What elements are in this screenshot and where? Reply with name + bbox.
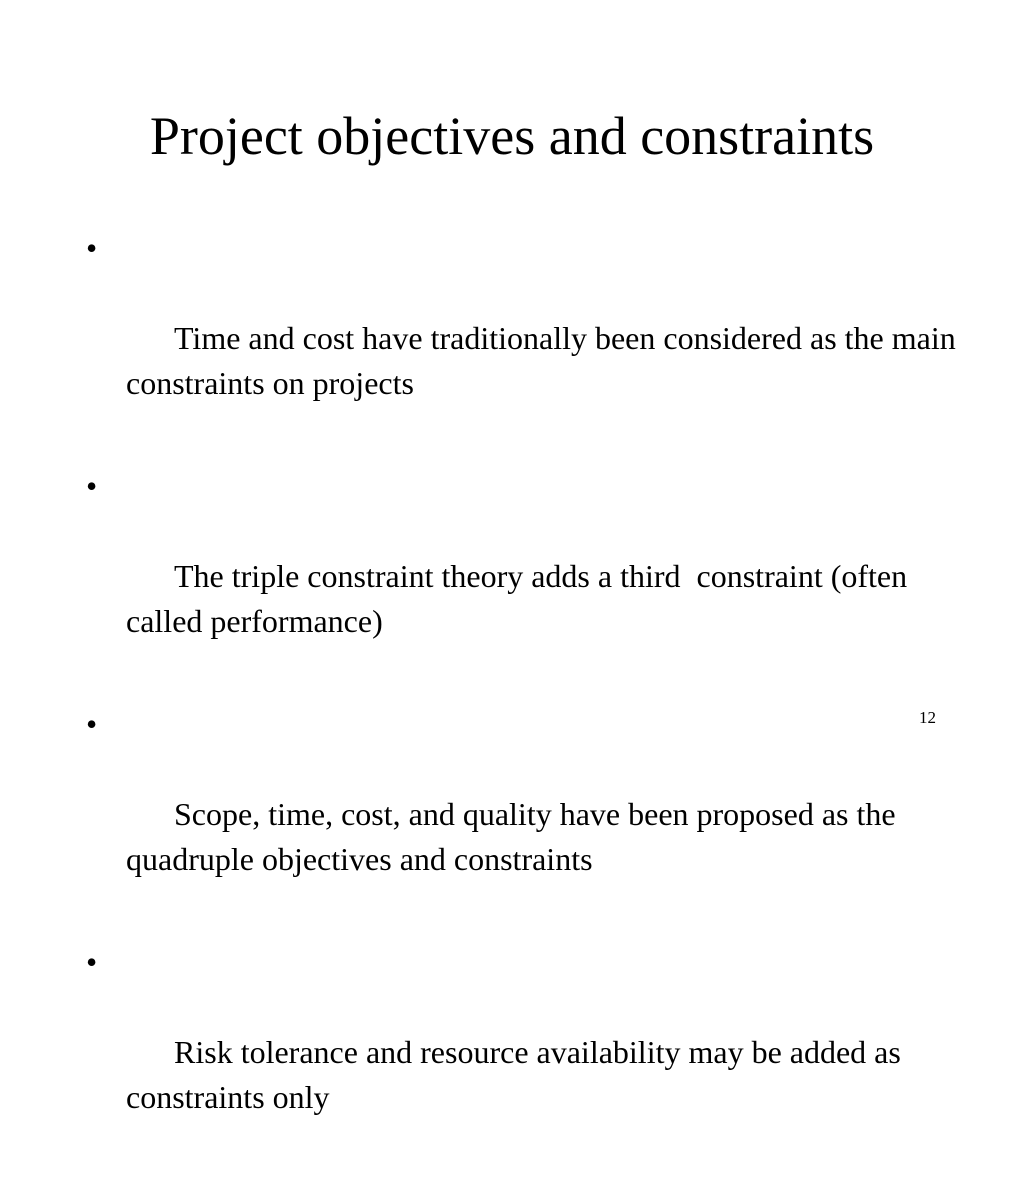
bullet-item xyxy=(84,464,964,689)
bullet-marker: • xyxy=(86,230,98,266)
bullet-item xyxy=(84,940,964,1165)
bullet-item xyxy=(84,702,964,927)
bullet-marker: • xyxy=(86,944,98,980)
bullet-text: The triple constraint theory adds a third constraint (often called performance) xyxy=(126,558,916,639)
slide-number: 12 xyxy=(919,708,936,727)
bullet-marker: • xyxy=(86,468,98,504)
bullet-text: Time and cost have traditionally been considered as the main constraints on projects xyxy=(126,320,964,401)
slide-title: Project objectives and constraints xyxy=(149,106,875,166)
bullet-marker: • xyxy=(86,706,98,742)
bullet-text: Risk tolerance and resource availability may be added as constraints only xyxy=(126,1034,909,1115)
bullet-text: Scope, time, cost, and quality have been proposed as the quadruple objectives and constraints xyxy=(126,796,904,877)
bullet-list xyxy=(84,226,964,1178)
bullet-item xyxy=(84,226,964,451)
